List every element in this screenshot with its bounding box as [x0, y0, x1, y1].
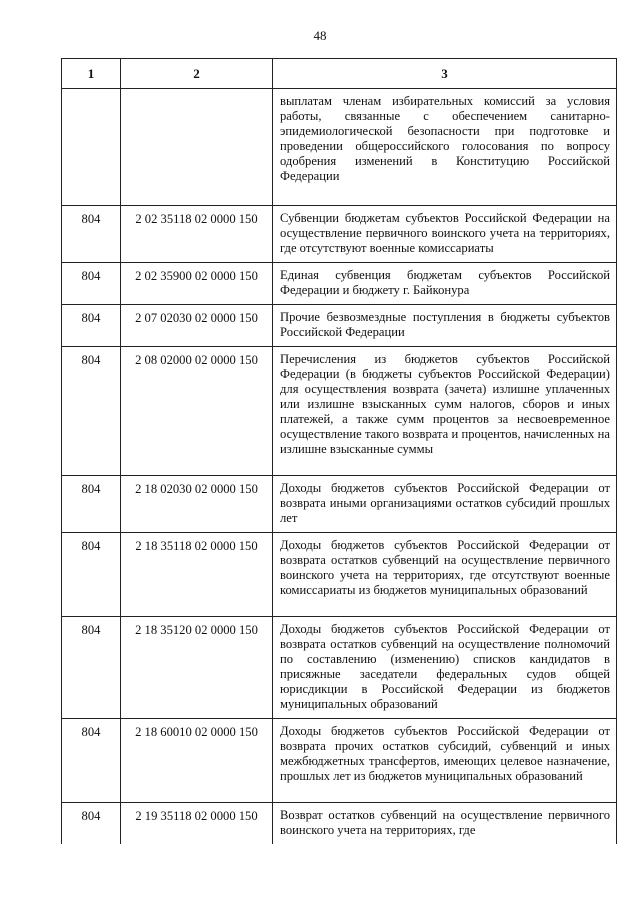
income-codes-table: [61, 58, 617, 844]
admin-code-cell: 804: [62, 719, 121, 803]
description-cell: Возврат остатков субвенций на осуществление первичного воинского учета на территориях, где: [273, 803, 617, 845]
description-cell: Единая субвенция бюджетам субъектов Российской Федерации и бюджету г. Байконура: [273, 263, 617, 305]
income-code-cell: 2 18 35118 02 0000 150: [121, 533, 273, 617]
description-cell: Доходы бюджетов субъектов Российской Федерации от возврата иными организациями остатков субсидий прошлых лет: [273, 476, 617, 533]
header-col-3: 3: [273, 59, 617, 89]
income-code-cell: 2 07 02030 02 0000 150: [121, 305, 273, 347]
admin-code-cell: [62, 89, 121, 206]
page-number: 48: [313, 28, 327, 43]
admin-code-cell: 804: [62, 803, 121, 845]
admin-code-cell: 804: [62, 617, 121, 719]
admin-code-cell: 804: [62, 476, 121, 533]
description-cell: Перечисления из бюджетов субъектов Российской Федерации (в бюджеты субъектов Российской Федерации) для осуществления возврата (зачета) излишне уплаченных или излишне взысканных сумм налогов, сборов и иных платежей, а также сумм процентов за несвоевременное осуществление такого возврата и процентов, начисленных на излишне взысканные суммы: [273, 347, 617, 476]
table-row: [62, 347, 617, 476]
header-col-1: 1: [62, 59, 121, 89]
income-code-cell: 2 08 02000 02 0000 150: [121, 347, 273, 476]
income-code-cell: 2 18 02030 02 0000 150: [121, 476, 273, 533]
income-code-cell: [121, 89, 273, 206]
table-row: [62, 263, 617, 305]
table-header-row: [62, 59, 617, 89]
description-cell: Субвенции бюджетам субъектов Российской Федерации на осуществление первичного воинского учета на территориях, где отсутствуют военные комиссариаты: [273, 206, 617, 263]
table-row: [62, 617, 617, 719]
table-row: [62, 719, 617, 803]
income-code-cell: 2 19 35118 02 0000 150: [121, 803, 273, 845]
table-row: [62, 305, 617, 347]
admin-code-cell: 804: [62, 347, 121, 476]
description-cell: Доходы бюджетов субъектов Российской Федерации от возврата остатков субвенций на осуществление полномочий по составлению (изменению) списков кандидатов в присяжные заседатели федеральных судов общей юрисдикции в Российской Федерации из бюджетов муниципальных образований: [273, 617, 617, 719]
income-code-cell: 2 02 35118 02 0000 150: [121, 206, 273, 263]
income-code-cell: 2 18 60010 02 0000 150: [121, 719, 273, 803]
income-code-cell: 2 18 35120 02 0000 150: [121, 617, 273, 719]
admin-code-cell: 804: [62, 263, 121, 305]
table-row: [62, 533, 617, 617]
table-row: [62, 476, 617, 533]
description-cell: выплатам членам избирательных комиссий за условия работы, связанные с обеспечением санитарно-эпидемиологической безопасности при подготовке и проведении общероссийского голосования по вопросу одобрения изменений в Конституцию Российской Федерации: [273, 89, 617, 206]
description-cell: Доходы бюджетов субъектов Российской Федерации от возврата прочих остатков субсидий, субвенций и иных межбюджетных трансфертов, имеющих целевое назначение, прошлых лет из бюджетов муниципальных образований: [273, 719, 617, 803]
table-row: [62, 206, 617, 263]
table-row: [62, 89, 617, 206]
table-row: [62, 803, 617, 845]
income-code-cell: 2 02 35900 02 0000 150: [121, 263, 273, 305]
admin-code-cell: 804: [62, 305, 121, 347]
description-cell: Прочие безвозмездные поступления в бюджеты субъектов Российской Федерации: [273, 305, 617, 347]
admin-code-cell: 804: [62, 533, 121, 617]
header-col-2: 2: [121, 59, 273, 89]
admin-code-cell: 804: [62, 206, 121, 263]
description-cell: Доходы бюджетов субъектов Российской Федерации от возврата остатков субвенций на осуществление первичного воинского учета на территориях, где отсутствуют военные комиссариаты из бюджетов муниципальных образований: [273, 533, 617, 617]
